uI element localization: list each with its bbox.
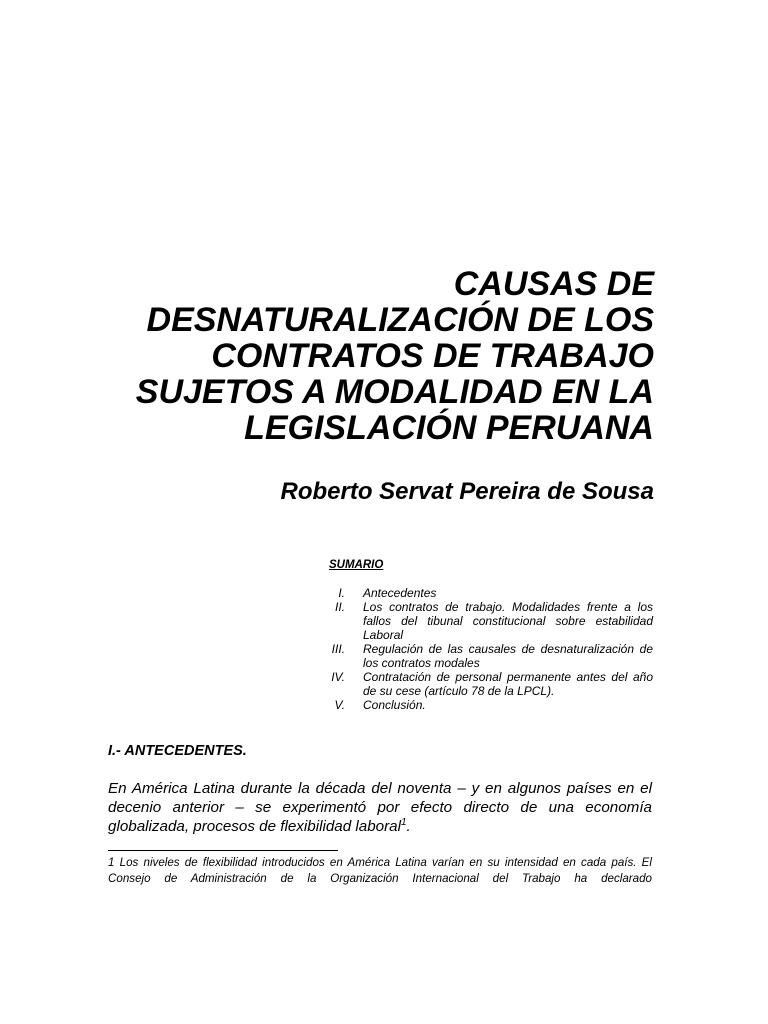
author-name: Roberto Servat Pereira de Sousa	[280, 478, 654, 505]
paragraph-end: .	[406, 818, 411, 835]
summary-item-number: V.	[334, 698, 345, 712]
title-line: DESNATURALIZACIÓN DE LOS	[146, 301, 654, 339]
title-line: SUJETOS A MODALIDAD EN LA	[135, 373, 654, 411]
summary-item	[329, 642, 653, 670]
summary-item-number: IV.	[331, 670, 345, 684]
summary-item-text: Regulación de las causales de desnaturalización de los contratos modales	[363, 642, 653, 670]
title-line: LEGISLACIÓN PERUANA	[244, 409, 654, 447]
summary-item-number: II.	[334, 600, 345, 614]
summary-section	[329, 558, 653, 712]
document-title	[94, 266, 654, 446]
summary-item	[329, 600, 653, 642]
section-heading: I.- ANTECEDENTES.	[108, 743, 247, 759]
summary-item	[329, 670, 653, 698]
body-paragraph	[108, 779, 652, 836]
paragraph-text: En América Latina durante la década del noventa – y en algunos países en el decenio anterior – se experimentó por efecto directo de una economía globalizada, procesos de flexibilidad laboral	[108, 780, 652, 835]
summary-item-text: Contratación de personal permanente antes del año de su cese (artículo 78 de la LPCL).	[363, 670, 653, 698]
summary-item-text: Los contratos de trabajo. Modalidades frente a los fallos del tibunal constitucional sobre estabilidad Laboral	[363, 600, 653, 642]
footnote-text: 1 Los niveles de flexibilidad introducidos en América Latina varían en su intensidad en cada país. El Consejo de Administración de la Organización Internacional del Trabajo ha declarado	[108, 856, 652, 885]
summary-item	[329, 698, 653, 712]
summary-item-number: I.	[338, 586, 345, 600]
summary-item-text: Conclusión.	[363, 698, 426, 712]
footnote-reference[interactable]: 1	[400, 816, 407, 828]
summary-item-number: III.	[331, 642, 345, 656]
summary-item	[329, 586, 653, 600]
title-line: CAUSAS DE	[453, 265, 654, 303]
title-line: CONTRATOS DE TRABAJO	[211, 337, 654, 375]
summary-heading: SUMARIO	[329, 559, 384, 571]
footnote-divider	[108, 850, 338, 851]
summary-item-text: Antecedentes	[363, 586, 437, 600]
